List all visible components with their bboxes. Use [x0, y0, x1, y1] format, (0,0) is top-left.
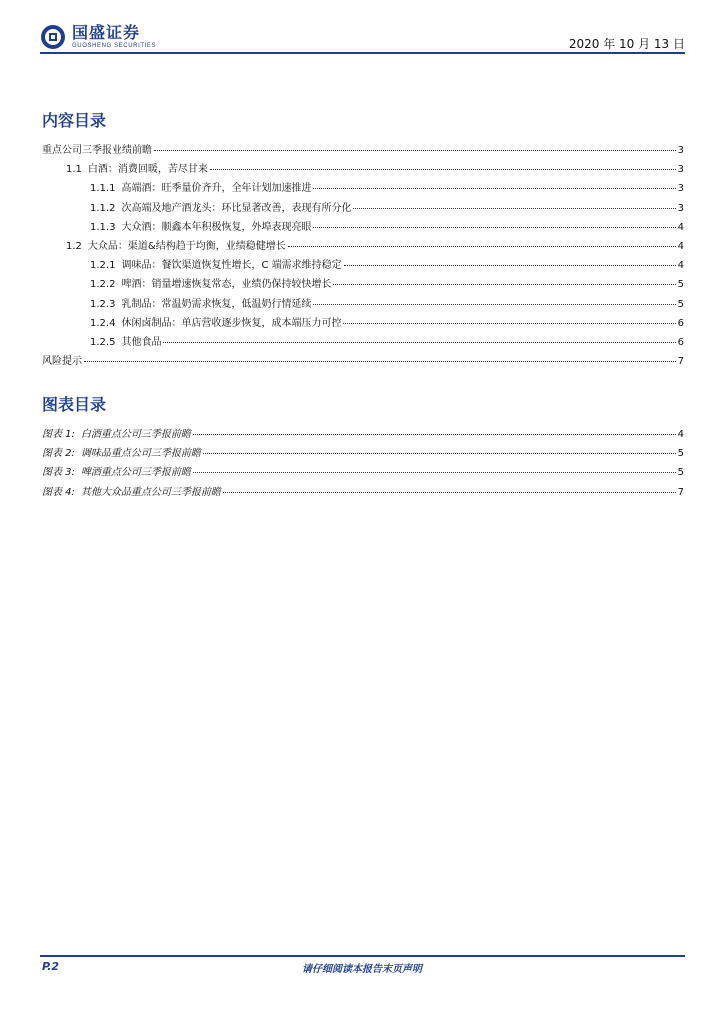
toc-entry-page: 3 [677, 183, 684, 195]
toc-entry-number: 图表 1: [42, 429, 75, 440]
toc-dot-leader [344, 265, 676, 266]
toc-dot-leader [313, 304, 675, 305]
toc-entry-number: 图表 3: [42, 467, 75, 479]
toc-entry-number: 1.2 [66, 240, 82, 252]
toc-entry[interactable] [42, 218, 684, 237]
toc-entry-page: 4 [677, 429, 684, 440]
toc-dot-leader [193, 434, 676, 435]
toc-dot-leader [193, 472, 676, 473]
toc-entry-page: 3 [677, 164, 684, 176]
toc-dot-leader [163, 342, 675, 343]
toc-entry-number: 1.2.4 [90, 317, 116, 329]
toc-entry-page: 3 [677, 145, 684, 156]
toc-entry-title: 白酒重点公司三季报前瞻 [80, 429, 191, 440]
logo-chinese-name: 国盛证券 [72, 23, 141, 42]
toc-entry[interactable] [42, 179, 684, 198]
toc-entry-title: 次高端及地产酒龙头：环比显著改善，表现有所分化 [121, 202, 352, 214]
toc-entry[interactable] [42, 333, 684, 352]
toc-entry-number: 1.2.5 [90, 336, 116, 348]
figures-list [42, 425, 684, 502]
toc-entry-page: 3 [677, 202, 684, 214]
toc-dot-leader [210, 169, 676, 170]
toc-entry-title: 啤酒：销量增速恢复常态，业绩仍保持较快增长 [121, 279, 332, 291]
toc-entry[interactable] [42, 199, 684, 218]
toc-entry[interactable] [42, 256, 684, 275]
toc-dot-leader [288, 246, 676, 247]
toc-dot-leader [84, 361, 676, 362]
toc-entry-page: 6 [677, 336, 684, 348]
toc-entry-page: 7 [677, 356, 684, 368]
toc-dot-leader [353, 208, 675, 209]
toc-entry[interactable] [42, 444, 684, 463]
toc-entry[interactable] [42, 295, 684, 314]
toc-entry-number: 1.1 [66, 164, 82, 176]
page-header [40, 22, 685, 52]
toc-entry-page: 5 [677, 467, 684, 479]
toc-entry-title: 大众品：渠道&结构趋于均衡，业绩稳健增长 [87, 240, 286, 252]
toc-entry-number: 1.1.3 [90, 221, 116, 233]
toc-dot-leader [203, 453, 676, 454]
toc-dot-leader [223, 492, 676, 493]
toc-dot-leader [313, 227, 675, 228]
toc-entry-title: 大众酒：顺鑫本年积极恢复，外埠表现亮眼 [121, 221, 312, 233]
toc-entry-number: 图表 4: [42, 486, 75, 498]
toc-entry-title: 白酒：消费回暖，苦尽甘来 [87, 164, 208, 176]
toc-entry-title: 啤酒重点公司三季报前瞻 [80, 467, 191, 479]
toc-entry-page: 4 [677, 260, 684, 272]
toc-entry-number: 图表 2: [42, 448, 75, 460]
toc-entry-title: 其他食品 [121, 336, 162, 348]
toc-entry-page: 6 [677, 317, 684, 329]
toc-entry[interactable] [42, 483, 684, 502]
toc-entry-title: 重点公司三季报业绩前瞻 [42, 145, 152, 156]
toc-entry-title: 风险提示 [42, 356, 82, 368]
toc-dot-leader [343, 323, 675, 324]
toc-entry-number: 1.1.1 [90, 183, 116, 195]
toc-entry[interactable] [42, 275, 684, 294]
guosheng-logo-icon [40, 24, 66, 50]
toc-dot-leader [333, 284, 675, 285]
header-divider [40, 52, 685, 54]
toc-entry[interactable] [42, 237, 684, 256]
toc-entry[interactable] [42, 425, 684, 444]
toc-entry-title: 其他大众品重点公司三季报前瞻 [80, 486, 221, 498]
toc-entry-number: 1.1.2 [90, 202, 116, 214]
toc-entry[interactable] [42, 314, 684, 333]
page-number: P.2 [42, 960, 60, 973]
contents-list [42, 141, 684, 371]
logo-english-name: GUOSHENG SECURITIES [72, 43, 157, 49]
contents-title: 内容目录 [42, 111, 107, 130]
report-date: 2020 年 10 月 13 日 [568, 37, 685, 51]
toc-entry[interactable] [42, 160, 684, 179]
toc-entry-title: 调味品：餐饮渠道恢复性增长，C 端需求维持稳定 [121, 260, 342, 272]
toc-entry-page: 5 [677, 448, 684, 460]
toc-entry-title: 休闲卤制品：单店营收逐步恢复，成本端压力可控 [121, 317, 342, 329]
toc-entry-number: 1.2.3 [90, 298, 116, 310]
figures-title: 图表目录 [42, 395, 107, 414]
toc-dot-leader [313, 188, 675, 189]
toc-entry-title: 调味品重点公司三季报前瞻 [80, 448, 201, 460]
toc-entry-title: 高端酒：旺季量价齐升，全年计划加速推进 [121, 183, 312, 195]
toc-entry-number: 1.2.2 [90, 279, 116, 291]
toc-entry[interactable] [42, 352, 684, 371]
toc-entry-number: 1.2.1 [90, 260, 116, 272]
toc-dot-leader [154, 150, 676, 151]
toc-entry-page: 5 [677, 298, 684, 310]
toc-entry-page: 5 [677, 279, 684, 291]
disclaimer-note: 请仔细阅读本报告末页声明 [302, 964, 422, 975]
toc-entry[interactable] [42, 141, 684, 160]
toc-entry[interactable] [42, 463, 684, 482]
logo [40, 22, 156, 52]
toc-entry-page: 7 [677, 486, 684, 498]
toc-entry-title: 乳制品：常温奶需求恢复，低温奶行情延续 [121, 298, 312, 310]
toc-entry-page: 4 [677, 221, 684, 233]
toc-entry-page: 4 [677, 240, 684, 252]
footer-divider [40, 955, 685, 957]
